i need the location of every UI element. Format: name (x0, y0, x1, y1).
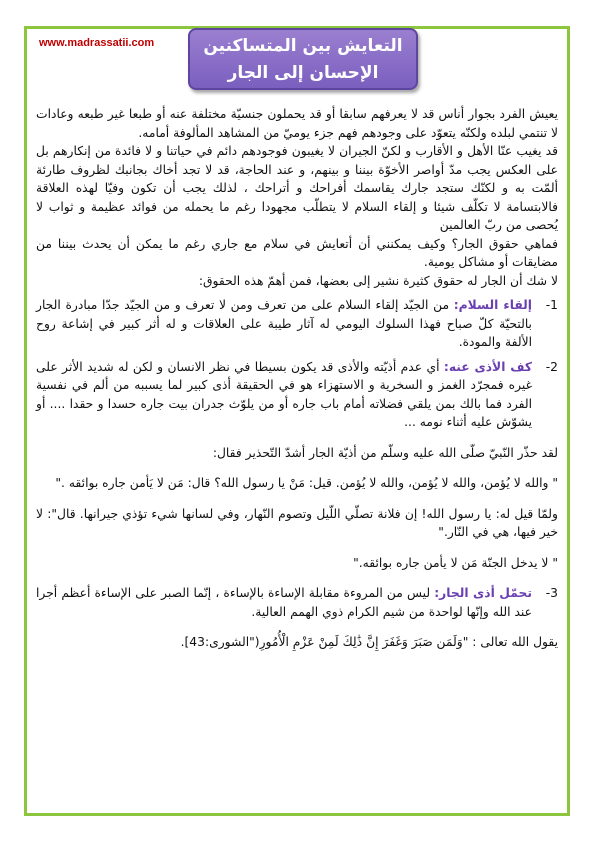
intro-paragraph-1: يعيش الفرد بجوار أناس قد لا يعرفهم سابقا أو قد يحملون جنسيّة مختلفة عنه أو طبعا غير طبعه وعادات لا تنتمي لبلده ولكنّه يتعوّد على وجودهم فهم جزء يوميّ من المشاهد المألوفة أمامه. (36, 107, 558, 140)
intro-rights-lead: لا شك أن الجار له حقوق كثيرة نشير إلى بعضها، فمن أهمّ هذه الحقوق: (198, 273, 558, 288)
right-item-greeting (36, 296, 558, 352)
item-number: 3- (545, 586, 558, 600)
item-label: تحمّل أذى الجار: (434, 586, 532, 600)
hadith-3: " لا يدخل الجنّة مَن لا يأمن جاره بوائقه." (353, 555, 558, 570)
item-text: ليس من المروءة مقابلة الإساءة بالإساءة ، إنّما الصبر على الإساءة أعظم أجرا عند الله وإنّها لواحدة من شيم الكرام ذوي الهمم العالية. (36, 586, 532, 619)
item-number: 1- (545, 298, 558, 312)
right-item-no-harm (36, 358, 558, 432)
item-number: 2- (545, 359, 558, 374)
title-line-2: الإحسان إلى الجار (227, 63, 379, 83)
document-body (36, 105, 558, 652)
title-banner (188, 28, 418, 90)
intro-question: فماهي حقوق الجار؟ وكيف يمكنني أن أتعايش في سلام مع جاري رغم ما يمكن أن يحدث بيننا من مضايقات أو مشاكل يومية. (36, 236, 558, 269)
quran-verse: يقول الله تعالى : "وَلَمَن صَبَرَ وَغَفَرَ إِنَّ ذَٰلِكَ لَمِنْ عَزْمِ الْأُمُورِ("الشورى:43]. (180, 635, 558, 649)
title-line-1: التعايش بين المتساكنين (203, 36, 403, 56)
item-label: كف الأذى عنه: (443, 359, 532, 374)
hadith-1: " والله لا يُؤمن، والله لا يُؤمن، والله لا يُؤمن. قيل: مَنْ يا رسول الله؟ قال: مَن لا يَأمن جاره بوائقه ." (55, 476, 558, 490)
intro-paragraph-2: قد يغيب عنّا الأهل و الأقارب و لكنّ الجيران لا يغيبون فوجودهم دائم في حياتنا و لا فائدة من إنكارهم بل على العكس يجب مدّ أواصر الأخوّة بيننا و بينهم، و عند الحاجة، قد لا تجد أخاك بجانبك لظروف طارئة ألمّت به و لكنّك ستجد جارك يقاسمك أفراحك و أتراحك ، لذلك يجب أن تكون وفيّا لهذه العلاقة فالابتسامة لا تكلّف شيئا و إلقاء السلام لا يتطلّب مجهودا رغم ما يحمله من فوائد عظيمة و ثواب لا يُحصى من ربّ العالمين (36, 144, 558, 232)
website-watermark: www.madrassatii.com (39, 37, 155, 49)
prophet-warning: لقد حذّر النّبيّ صلّى الله عليه وسلّم من أذيّة الجار أشدّ التّحذير فقال: (212, 445, 558, 460)
item-label: إلقاء السلام: (453, 298, 533, 312)
item-text: من الجيّد إلقاء السلام على من تعرف ومن لا تعرف و من الجيّد جدّا مبادرة الجار بالتحيّة كلّ صباح فهذا السلوك اليومي له آثار طيبة على العلاقات و له أثر كبير في إشاعة روح الألفة والمودة. (36, 298, 532, 349)
right-item-tolerance (36, 584, 558, 621)
hadith-2: ولمّا قيل له: يا رسول الله! إن فلانة تصلّي اللّيل وتصوم النّهار، وفي لسانها شيء تؤذي جيرانها. قال": لا خير فيها، هي في النّار." (36, 506, 558, 539)
item-text: أي عدم أذيّته والأذى قد يكون بسيطا في نظر الانسان و لكن له شديد الأثر على غيره فمجرّد الغمز و السخرية و الاستهزاء هو في الحقيقة أذى كبير لما يسببه من ألم في نفسية الفرد فما بالك بمن يلقي فضلاته أمام باب جاره أو من يلوّث جدران بيت جاره حسدا و حقدا .... أو يشوّش عليه أثناء نومه ... (36, 359, 532, 429)
